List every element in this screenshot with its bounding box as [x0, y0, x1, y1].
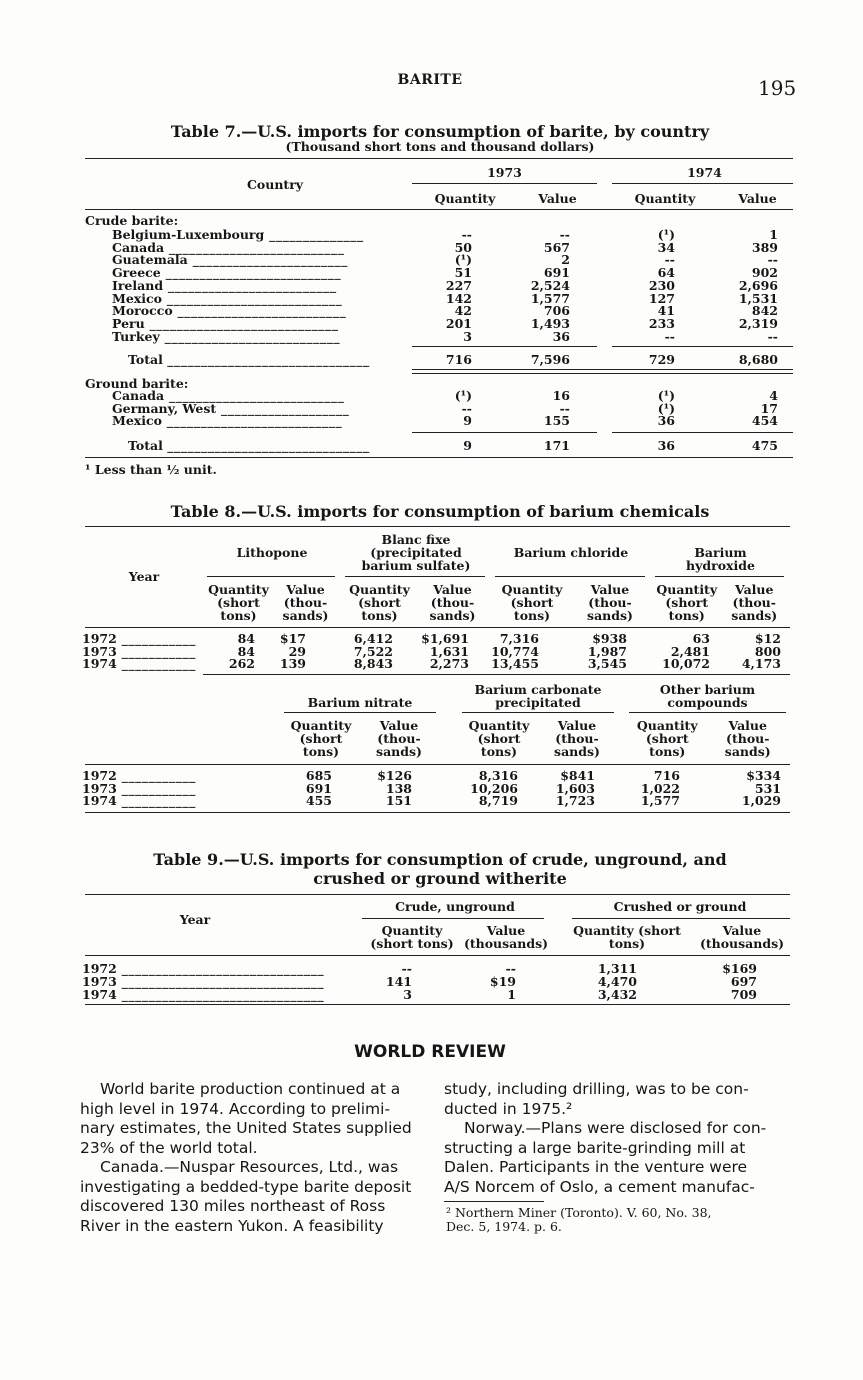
table7-cell-q73: 51	[454, 265, 472, 281]
table8-cell: 8,843	[353, 656, 393, 671]
table8-sub-value-2: Value (thou- sands)	[554, 718, 600, 759]
table7-cell-v73: 1,577	[530, 290, 570, 306]
table8-row-year-2: 1972 ___________	[82, 768, 196, 783]
table8-year-text: 1974	[82, 793, 117, 808]
table8-cell: 800	[754, 643, 781, 659]
table7-cell-v74: --	[767, 328, 778, 344]
table8-sub-value: Value (thou- sands)	[282, 582, 329, 623]
table7-ground-total-q74: 36	[657, 438, 675, 453]
table7-crude-total-q74: 729	[648, 352, 675, 367]
table7-row-label: Canada __________________________	[112, 388, 345, 403]
table8-cell-2: $334	[746, 768, 781, 783]
table8-cell: 262	[228, 656, 255, 671]
table7-country-name: Peru	[112, 315, 145, 331]
table7-cell-v74: 454	[751, 413, 778, 429]
table8-group-rule	[345, 576, 485, 577]
table9-year-text: 1973	[82, 974, 117, 989]
table8-year-text: 1972	[82, 631, 117, 646]
table8-group-rule	[495, 576, 645, 577]
table8-cell: 3,545	[587, 656, 627, 671]
table8-sub-quantity-2: Quantity (short tons)	[290, 718, 352, 759]
table8-cell: $1,691	[421, 631, 469, 646]
table8-title: Table 8.—U.S. imports for consumption of barium chemicals	[170, 502, 710, 521]
world-review-left-line: 23% of the world total.	[80, 1138, 258, 1157]
table8-cell: 10,774	[491, 643, 539, 659]
table8-cell: 7,316	[499, 631, 539, 646]
table8-cell: $938	[592, 631, 627, 646]
table8-sub-quantity: Quantity (short tons)	[656, 582, 718, 623]
table9-year-text: 1974	[82, 987, 117, 1002]
table7-cell-q73: 142	[445, 290, 472, 306]
table7-cell-v73: 2	[561, 252, 570, 268]
footnote-rule	[444, 1201, 544, 1202]
table9-cell: 141	[385, 974, 412, 989]
world-review-right-line: A/S Norcem of Oslo, a cement manufac-	[444, 1177, 755, 1196]
table7-col-country: Country	[246, 177, 304, 192]
table7-cell-v74: 4	[769, 388, 778, 403]
table7-cell-q74: 36	[657, 413, 675, 429]
table8-cell: $17	[279, 631, 306, 646]
table9-header-rule	[85, 955, 790, 956]
table8-sub-value-2: Value (thou- sands)	[376, 718, 422, 759]
table7-top-rule	[85, 158, 793, 159]
table7-cell-q73: (¹)	[454, 388, 472, 403]
table8-sub-quantity: Quantity (short tons)	[208, 582, 269, 623]
table8-top-rule	[85, 526, 790, 527]
table7-country-name: Canada	[112, 388, 165, 403]
table7-country-name: Belgium-Luxembourg	[112, 227, 265, 242]
table8-bottom-rule	[85, 812, 790, 813]
table8-cell-2: 1,723	[555, 793, 595, 808]
document-page: BARITE 195 Table 7.—U.S. imports for consumption of barite, by country (Thousand short tons and thousand dollars) Country 1973 1974 Quantity Value Quantity Value Crude barite: Belgium-Luxembourg ______________ -- -- (¹) 1 Canada __________________________ 50 567 34 389 Guatemala _______________________ (¹) 2 -- -- Greece __________________________ 51 691 64 902 Ireland _________________________ 227 2,524 230 2,696 Mexico __________________________ 142 1,577 127 1,531 Morocco _________________________ 42 706 41 842 Peru ____________________________ 201 1,493 233 2,319 Turkey __________________________ 3 36 -- -- Total ______________________________ 716 7,596 729 8,680 Ground barite: Canada __________________________ (¹) 16 (¹) 4 Germany, West ___________________ -- -- (¹) 17 Mexico __________________________ 9 155 36 454 Total ______________________________ 9 171 36 475 ¹ Less than ½ unit. Table 8.—U.S. imports for consumption of barium chemicals Year Lithopone Quantity (short tons) Value (thou- sands) Blanc fixe (precipitated barium sulfate) Quantity (short tons) Value (thou- sands) Barium chloride Quantity (short tons) Value (thou- sands) Barium hydroxide Quantity (short tons) Value (thou- sands) 1972 ___________ 84 $17 6,412 $1,691 7,316 $938 63 $12 1973 ___________ 84 29 7,522 1,631 10,774 1,987 2,481 800 1974 ___________ 262 139 8,843 2,273 13,455 3,545 10,072 4,173 Barium nitrate Quantity (short tons) Value (thou- sands) Barium carbonate precipitated Quantity (short tons) Value (thou- sands) Other barium compounds Quantity (short tons) Value (thou- sands) 1972 ___________ 685 $126 8,316 $841 716 $334 1973 ___________ 691 138 10,206 1,603 1,022 531 1974 ___________ 455 151 8,719 1,723 1,577 1,029 Table 9.—U.S. imports for consumption of crude, unground, and crushed or ground witherite Year Crude, unground Crushed or ground Quantity (short tons) Value (thousands) Quantity (short tons) Value (thousands) 1972 ______________________________ -- -- 1,311 $169 1973 ______________________________ 141 $19 4,470 697 1974 ______________________________ 3 1 3,432 709 WORLD REVIEW World barite production continued at a high level in 1974. According to prelimi- nary estimates, the United States supplied 23% of the world total. Canada.—Nuspar Resources, Ltd., was investigating a bedded-type barite deposit discovered 130 miles northeast of Ross River in the eastern Yukon. A feasibility study, including drilling, was to be con- ducted in 1975.² Norway.—Plans were disclosed for con- structing a large barite-grinding mill at Dalen. Participants in the venture were A/S Norcem of Oslo, a cement manufac- ² Northern Miner (Toronto). V. 60, No. 38, Dec. 5, 1974. p. 6.	[0, 0, 863, 1380]
table8-cell-2: 531	[754, 780, 781, 796]
table8-cell: 7,522	[353, 643, 393, 659]
table8-sub-value: Value (thou- sands)	[731, 582, 778, 623]
world-review-left-line: discovered 130 miles northeast of Ross	[80, 1197, 386, 1215]
table8-cell-2: 8,316	[478, 768, 518, 783]
section-heading-world-review: WORLD REVIEW	[354, 1042, 506, 1062]
table8-row-year-2: 1974 ___________	[82, 793, 196, 808]
table7-ground-sum-rule-1974	[612, 432, 793, 433]
table7-cell-q74: 41	[657, 303, 675, 319]
table7-cell-q73: --	[461, 400, 472, 416]
table7-country-name: Ireland	[112, 277, 164, 293]
world-review-right-line: ducted in 1975.²	[444, 1099, 573, 1118]
table9-cell: 709	[730, 987, 757, 1002]
table7-col-value-1974: Value	[738, 191, 777, 206]
table7-cell-v73: --	[559, 400, 570, 416]
table7-cell-q73: 50	[454, 239, 472, 255]
table8-row-year-2: 1973 ___________	[82, 780, 196, 796]
table7-crude-sum-rule-1974	[612, 346, 793, 347]
table7-cell-v73: 691	[543, 265, 570, 281]
table8-cell-2: 10,206	[470, 780, 518, 796]
table7-cell-v74: 902	[751, 265, 778, 281]
table7-crude-total-label: Total	[128, 352, 163, 367]
table7-cell-v73: --	[559, 227, 570, 242]
table8-sub-value-2: Value (thou- sands)	[724, 718, 771, 759]
table8-year-text: 1974	[82, 656, 117, 671]
world-review-right-line: study, including drilling, was to be con-	[444, 1080, 749, 1098]
table7-subtitle: (Thousand short tons and thousand dollars)	[285, 139, 595, 154]
table9-row-year: 1972 ______________________________	[82, 961, 325, 976]
table9-sub-v2: Value (thousands)	[699, 923, 785, 951]
world-review-right-line: Norway.—Plans were disclosed for con-	[464, 1119, 767, 1137]
table7-crude-total-v74: 8,680	[738, 352, 778, 367]
table9-cell: --	[505, 961, 516, 976]
world-review-left-line: investigating a bedded-type barite deposit	[80, 1177, 412, 1196]
table8-group-header-2: Barium nitrate	[307, 695, 413, 710]
table9-crude-rule	[362, 918, 544, 919]
footnote-2-line2: Dec. 5, 1974. p. 6.	[446, 1219, 562, 1234]
table7-row-label: Turkey __________________________	[112, 328, 341, 344]
table8-col-year: Year	[128, 569, 160, 584]
table8-cell: 1,631	[429, 643, 469, 659]
table7-cell-q74: --	[664, 328, 675, 344]
table7-crude-total-q73: 716	[445, 352, 472, 367]
table8-cell: 29	[288, 643, 306, 659]
table8-cell: 6,412	[353, 631, 393, 646]
table8-cell: 63	[692, 631, 710, 646]
table7-cell-q73: 3	[463, 328, 472, 344]
table8-sub-value: Value (thou- sands)	[587, 582, 633, 623]
table7-country-name: Mexico	[112, 290, 162, 306]
table9-sub-q1: Quantity (short tons)	[370, 923, 454, 951]
table8-cell-2: 691	[305, 780, 332, 796]
table7-country-name: Turkey	[112, 328, 160, 344]
table9-row-year: 1973 ______________________________	[82, 974, 325, 989]
table8-sub-value: Value (thou- sands)	[429, 582, 476, 623]
table9-cell: 697	[730, 974, 757, 989]
table8-row-year: 1974 ___________	[82, 656, 196, 671]
table7-cell-v73: 16	[552, 388, 570, 403]
table9-group-ground: Crushed or ground	[613, 899, 747, 914]
table9-cell: $169	[722, 961, 757, 976]
table8-cell-2: 1,029	[741, 793, 781, 808]
table7-cell-v74: 1,531	[738, 290, 778, 306]
table7-cell-q74: 34	[657, 239, 675, 255]
table8-cell-2: 1,577	[640, 793, 680, 808]
table8-group-header: Lithopone	[236, 545, 308, 560]
table7-cell-v73: 155	[543, 413, 570, 429]
table8-mid-rule	[203, 674, 790, 675]
table7-ground-total-v73: 171	[543, 438, 570, 453]
table8-sub-quantity-2: Quantity (short tons)	[468, 718, 530, 759]
table8-sub-quantity: Quantity (short tons)	[501, 582, 563, 623]
table8-cell: 2,481	[670, 643, 710, 659]
table7-year-1974: 1974	[687, 165, 722, 180]
table7-cell-q74: 233	[648, 315, 675, 331]
table8-cell-2: $841	[560, 768, 595, 783]
table8-group-header: Barium hydroxide	[686, 545, 755, 573]
table8-cell: 139	[279, 656, 306, 671]
table7-1973-rule	[412, 183, 597, 184]
table7-cell-q73: 201	[445, 315, 472, 331]
table9-group-crude: Crude, unground	[395, 899, 515, 914]
world-review-right-line: Dalen. Participants in the venture were	[444, 1158, 748, 1176]
world-review-left-line: high level in 1974. According to prelimi-	[80, 1099, 391, 1118]
table8-group-rule-2	[629, 712, 786, 713]
table7-row-label: Peru ____________________________	[112, 315, 339, 331]
table7-row-label: Canada __________________________	[112, 239, 345, 255]
table9-sub-v1: Value (thousands)	[463, 923, 549, 951]
table7-row-label: Guatemala _______________________	[112, 252, 348, 268]
table8-cell-2: 151	[385, 793, 412, 808]
table9-cell: 1,311	[597, 961, 637, 976]
table8-cell-2: 1,603	[555, 780, 595, 796]
table9-cell: 4,470	[597, 974, 637, 989]
table9-title-line2: crushed or ground witherite	[313, 869, 567, 888]
table8-sub-quantity: Quantity (short tons)	[349, 582, 410, 623]
table7-row-label: Germany, West ___________________	[112, 400, 350, 416]
table7-cell-q74: 127	[648, 290, 675, 306]
table7-row-label: Mexico __________________________	[112, 290, 343, 306]
table8-header-rule	[85, 627, 790, 628]
page-number: 195	[758, 76, 797, 100]
table7-cell-v74: 2,696	[738, 277, 778, 293]
table8-cell: 13,455	[491, 656, 539, 671]
table8-cell: 1,987	[587, 643, 627, 659]
table8-year-text: 1973	[82, 780, 117, 796]
table8-year-text: 1972	[82, 768, 117, 783]
table8-group-rule	[655, 576, 784, 577]
table8-group-rule	[207, 576, 335, 577]
table7-cell-q73: (¹)	[454, 252, 472, 268]
table7-cell-q74: --	[664, 252, 675, 268]
table8-header2-rule	[85, 764, 790, 765]
table7-col-value-1973: Value	[538, 191, 577, 206]
table7-footnote: ¹ Less than ½ unit.	[85, 462, 217, 477]
table8-cell: 84	[237, 643, 255, 659]
table7-cell-v74: 1	[769, 227, 778, 242]
table7-cell-q74: (¹)	[657, 400, 675, 416]
table8-row-year: 1973 ___________	[82, 643, 196, 659]
table8-sub-quantity-2: Quantity (short tons)	[636, 718, 698, 759]
table8-cell: 84	[237, 631, 255, 646]
table7-row-label: Morocco _________________________	[112, 303, 347, 319]
table9-col-year: Year	[179, 912, 211, 927]
table8-cell: $12	[754, 631, 781, 646]
table7-bottom-rule	[85, 457, 793, 458]
table7-col-quantity-1973: Quantity	[434, 191, 496, 206]
table7-title: Table 7.—U.S. imports for consumption of barite, by country	[170, 122, 710, 141]
running-header-title: BARITE	[397, 72, 463, 88]
table7-row-label: Mexico __________________________	[112, 413, 343, 429]
table7-crude-sum-rule-1973	[412, 346, 597, 347]
table8-group-rule-2	[284, 712, 436, 713]
world-review-left-line: World barite production continued at a	[100, 1080, 401, 1098]
table9-row-year: 1974 ______________________________	[82, 987, 325, 1002]
table8-group-header-2: Barium carbonate precipitated	[474, 682, 602, 710]
table7-section-crude: Crude barite:	[85, 213, 179, 228]
table7-cell-v74: --	[767, 252, 778, 268]
footnote-2-line1: ² Northern Miner (Toronto). V. 60, No. 38,	[446, 1205, 712, 1220]
table7-row-label: Belgium-Luxembourg ______________	[112, 227, 364, 242]
table8-group-header: Blanc fixe (precipitated barium sulfate)	[361, 532, 471, 573]
table7-row-label: Ireland _________________________	[112, 277, 337, 293]
table7-country-name: Morocco	[112, 303, 173, 319]
world-review-left-line: River in the eastern Yukon. A feasibility	[80, 1216, 384, 1235]
table7-crude-total-v73: 7,596	[530, 352, 570, 367]
table9-sub-q2: Quantity (short tons)	[573, 923, 681, 951]
table9-title-line1: Table 9.—U.S. imports for consumption of crude, unground, and	[153, 850, 727, 869]
table7-cell-q74: (¹)	[657, 388, 675, 403]
table8-cell-2: 455	[305, 793, 332, 808]
table8-cell-2: 716	[653, 768, 680, 783]
table7-cell-q74: 230	[648, 277, 675, 293]
table9-cell: 3,432	[597, 987, 637, 1002]
table7-cell-v73: 2,524	[530, 277, 570, 293]
table8-cell: 2,273	[429, 656, 469, 671]
table9-cell: --	[401, 961, 412, 976]
table7-year-1973: 1973	[487, 165, 522, 180]
table8-cell-2: 138	[385, 780, 412, 796]
table7-ground-total-v74: 475	[751, 438, 778, 453]
table8-group-header: Barium chloride	[513, 545, 629, 560]
table8-cell: 10,072	[662, 656, 710, 671]
table7-cell-v74: 389	[751, 239, 778, 255]
table7-cell-v73: 36	[552, 328, 570, 344]
table7-country-name: Germany, West	[112, 400, 217, 416]
table7-col-quantity-1974: Quantity	[634, 191, 696, 206]
table8-cell-2: 8,719	[478, 793, 518, 808]
table8-cell-2: 685	[305, 768, 332, 783]
table7-cell-v73: 567	[543, 239, 570, 255]
table7-cell-v74: 17	[760, 400, 778, 416]
table7-ground-total-q73: 9	[463, 438, 472, 453]
table7-cell-q73: 42	[454, 303, 472, 319]
table7-cell-v74: 842	[751, 303, 778, 319]
table9-year-text: 1972	[82, 961, 117, 976]
table8-year-text: 1973	[82, 643, 117, 659]
table7-cell-v73: 706	[543, 303, 570, 319]
table7-ground-sum-rule-1973	[412, 432, 597, 433]
table9-ground-rule	[572, 918, 790, 919]
table7-cell-q73: 227	[445, 277, 472, 293]
table7-double-rule	[412, 369, 793, 374]
table7-country-name: Guatemala	[112, 252, 188, 268]
world-review-left-line: Canada.—Nuspar Resources, Ltd., was	[100, 1158, 399, 1176]
table7-cell-v73: 1,493	[530, 315, 570, 331]
table7-row-label: Greece __________________________	[112, 265, 342, 281]
world-review-left-line: nary estimates, the United States supplied	[80, 1119, 412, 1137]
table9-bottom-rule	[85, 1004, 790, 1005]
table7-cell-v74: 2,319	[738, 315, 778, 331]
table9-cell: 1	[507, 987, 516, 1002]
table7-country-name: Mexico	[112, 413, 162, 429]
table8-cell-2: $126	[377, 768, 412, 783]
table7-country-name: Canada	[112, 239, 165, 255]
table7-1974-rule	[612, 183, 793, 184]
table9-top-rule	[85, 894, 790, 895]
table7-cell-q73: 9	[463, 413, 472, 429]
table7-section-ground: Ground barite:	[85, 376, 189, 391]
table9-cell: $19	[489, 974, 516, 989]
table8-group-rule-2	[462, 712, 614, 713]
table7-header-rule	[85, 209, 793, 210]
table7-cell-q74: 64	[657, 265, 675, 281]
table7-country-name: Greece	[112, 265, 161, 281]
table9-cell: 3	[403, 987, 412, 1002]
table8-group-header-2: Other barium compounds	[659, 682, 756, 710]
world-review-right-line: structing a large barite-grinding mill at	[444, 1138, 746, 1157]
table8-cell: 4,173	[741, 656, 781, 671]
table8-cell-2: 1,022	[640, 780, 680, 796]
table7-cell-q73: --	[461, 227, 472, 242]
table7-cell-q74: (¹)	[657, 227, 675, 242]
table8-row-year: 1972 ___________	[82, 631, 196, 646]
table7-ground-total-label: Total	[128, 438, 163, 453]
